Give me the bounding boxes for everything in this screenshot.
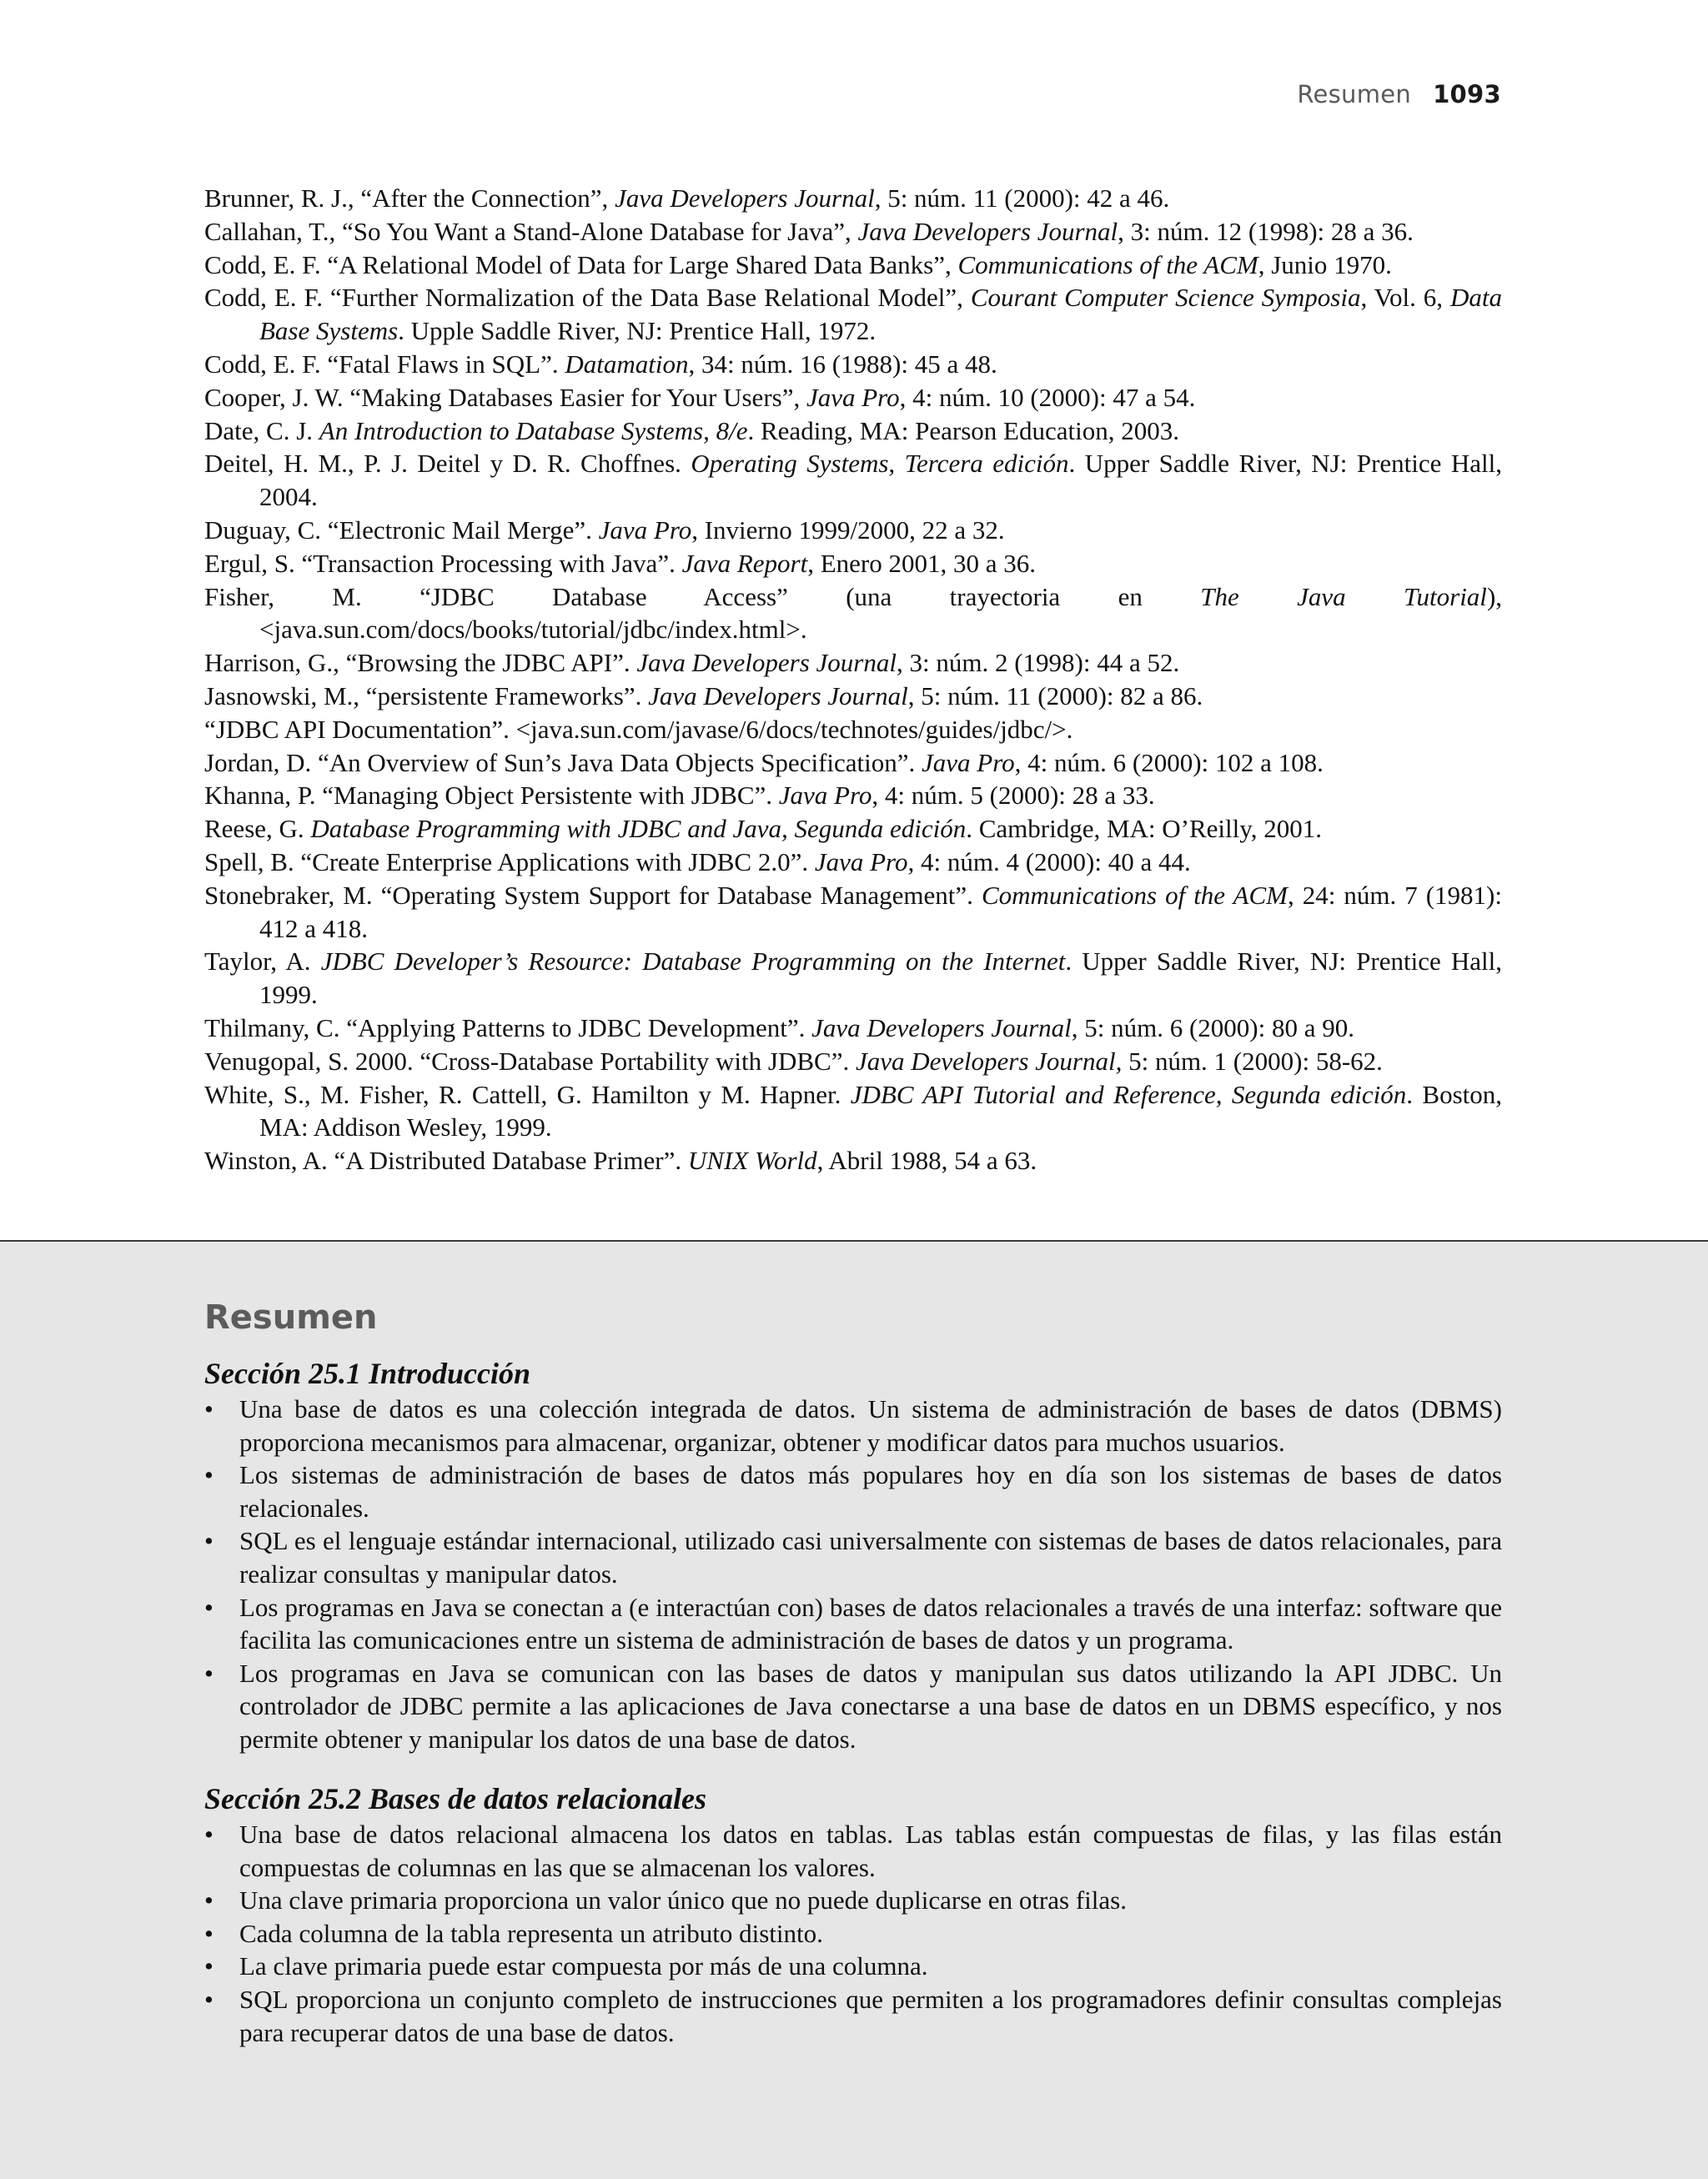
reference-entry [204,1078,1502,1145]
reference-entry [204,348,1502,381]
reference-text: Harrison, G., “Browsing the JDBC API”. [204,648,637,678]
summary-bullet: • SQL es el lenguaje estándar internacional, utilizado casi universalmente con sistemas de bases de datos relacionales, para realizar consultas y manipular datos. [204,1524,1502,1590]
reference-entry [204,713,1502,746]
reference-source: Data Base Systems [259,283,1502,346]
summary-bullet: • Los programas en Java se comunican con las bases de datos y manipulan sus datos utilizando la API JDBC. Un controlador de JDBC permite a las aplicaciones de Java conectarse a una base de datos en un DBMS específico, y nos permite obtener y manipular los datos de una base de datos. [204,1657,1502,1756]
reference-text: Thilmany, C. “Applying Patterns to JDBC Development”. [204,1012,812,1042]
reference-text: . Boston, MA: Addison Wesley, 1999. [259,1079,1503,1142]
reference-source: Java Developers Journal [636,648,897,678]
reference-entry [204,414,1502,448]
bullet-list [204,1818,1502,2049]
reference-text: Codd, E. F. “A Relational Model of Data for Large Shared Data Banks”, [204,249,958,279]
reference-text: Khanna, P. “Managing Object Persistente with JDBC”. [204,781,779,811]
reference-source: The Java Tutorial [1200,581,1487,611]
running-head [1297,80,1501,108]
reference-text: Cooper, J. W. “Making Databases Easier for Your Users”, [204,382,806,412]
bullet-list [204,1393,1502,1756]
reference-source: Communications of the ACM [981,880,1288,910]
reference-list [204,182,1502,1177]
section-title: Sección 25.1 Introducción [204,1357,531,1390]
summary-bullet: • Los sistemas de administración de bases de datos más populares hoy en día son los sistemas de bases de datos relacionales. [204,1459,1502,1524]
summary-title: Resumen [204,1298,378,1337]
reference-text: , 24: núm. 7 (1981): 412 a 418. [259,880,1502,943]
summary-bullet: • Cada columna de la tabla representa un atributo distinto. [204,1917,1502,1951]
reference-entry [204,746,1502,780]
reference-text: 4: núm. 4 (2000): 40 a 44. [914,846,1191,876]
reference-entry [204,1045,1502,1078]
reference-source: Datamation [565,349,689,379]
summary-bullet: • SQL proporciona un conjunto completo de instrucciones que permiten a los programadores definir consultas complejas para recuperar datos de una base de datos. [204,1983,1502,2049]
reference-entry [204,182,1502,215]
reference-entry [204,846,1502,879]
reference-source: Java Pro [598,515,692,545]
reference-text: . Reading, MA: Pearson Education, 2003. [747,415,1179,445]
reference-entry [204,381,1502,414]
page-number: 1093 [1433,80,1501,108]
summary-bullet: • La clave primaria puede estar compuesta por más de una columna. [204,1950,1502,1983]
reference-text: Fisher, M. “JDBC Database Access” (una trayectoria en [204,581,1201,611]
reference-text: , 5: núm. 11 (2000): 42 a 46. [874,183,1170,213]
reference-entry [204,779,1502,812]
reference-entry [204,945,1502,1012]
running-head-section: Resumen [1297,80,1412,108]
reference-text: , Abril 1988, 54 a 63. [816,1146,1037,1176]
reference-entry [204,879,1502,946]
reference-source: Java Developers Journal, [855,1046,1123,1076]
reference-text: Codd, E. F. “Fatal Flaws in SQL”. [204,349,565,379]
reference-text: . Cambridge, MA: O’Reilly, 2001. [966,814,1322,844]
reference-text: . Upper Saddle River, NJ: Prentice Hall, 1999. [259,946,1502,1010]
reference-text: Stonebraker, M. “Operating System Support for Database Management”. [204,880,982,910]
reference-text: . Upper Saddle River, NJ: Prentice Hall, 2004. [259,449,1502,512]
reference-text: White, S., M. Fisher, R. Cattell, G. Hamilton y M. Hapner. [204,1079,851,1109]
reference-source: Java Pro [922,747,1015,777]
reference-text: . Upple Saddle River, NJ: Prentice Hall, 1972. [398,316,877,346]
reference-text: , Invierno 1999/2000, 22 a 32. [691,515,1005,545]
reference-source: Communications of the ACM [957,249,1258,279]
reference-text: Codd, E. F. “Further Normalization of the Data Base Relational Model”, [204,283,971,313]
reference-source: An Introduction to Database Systems, 8/e [319,415,748,445]
summary-bullet: • Los programas en Java se conectan a (e interactúan con) bases de datos relacionales a través de una interfaz: software que facilita las comunicaciones entre un sistema de administración de bases de datos y un programa. [204,1591,1502,1657]
reference-entry [204,215,1502,249]
reference-text: , Junio 1970. [1258,249,1392,279]
reference-text: Reese, G. [204,814,311,844]
reference-text: , 5: núm. 6 (2000): 80 a 90. [1071,1012,1354,1042]
reference-text: Jasnowski, M., “persistente Frameworks”. [204,680,649,710]
reference-entry [204,680,1502,713]
reference-text: Date, C. J. [204,415,319,445]
reference-text: Venugopal, S. 2000. “Cross-Database Portability with JDBC”. [204,1046,856,1076]
reference-entry [204,547,1502,580]
summary-bullet: • Una clave primaria proporciona un valor único que no puede duplicarse en otras filas. [204,1884,1502,1917]
reference-text: , 4: núm. 6 (2000): 102 a 108. [1014,747,1324,777]
reference-source: Java Report [681,548,808,578]
reference-text: Callahan, T., “So You Want a Stand-Alone Database for Java”, [204,216,858,246]
reference-source: Java Pro, [814,846,915,876]
reference-source: Java Developers Journal [648,680,908,710]
reference-text: Ergul, S. “Transaction Processing with Java”. [204,548,682,578]
section-title: Sección 25.2 Bases de datos relacionales [204,1782,706,1815]
summary-box [0,1240,1708,2179]
reference-text: , 34: núm. 16 (1988): 45 a 48. [688,349,997,379]
reference-source: Java Developers Journal [857,216,1118,246]
reference-source: Java Pro [778,781,872,811]
reference-text: Jordan, D. “An Overview of Sun’s Java Data Objects Specification”. [204,747,922,777]
reference-text: Brunner, R. J., “After the Connection”, [204,183,615,213]
reference-text: “JDBC API Documentation”. <java.sun.com/javase/6/docs/technotes/guides/jdbc/>. [204,714,1073,744]
reference-text: , Enero 2001, 30 a 36. [807,548,1036,578]
reference-source: JDBC Developer’s Resource: Database Programming on the Internet [320,946,1066,977]
reference-text: ), <java.sun.com/docs/books/tutorial/jdbc/index.html>. [259,581,1503,645]
reference-source: Courant Computer Science Symposia [970,283,1361,313]
reference-text: 5: núm. 1 (2000): 58-62. [1122,1046,1383,1076]
reference-source: JDBC API Tutorial and Reference, Segunda edición [850,1079,1407,1109]
reference-source: Java Pro [806,382,900,412]
reference-text: , 5: núm. 11 (2000): 82 a 86. [907,680,1203,710]
reference-entry [204,249,1502,282]
reference-text: Winston, A. “A Distributed Database Primer”. [204,1146,688,1176]
reference-entry [204,1144,1502,1177]
summary-section-25-2 [204,1780,1502,2049]
reference-source: UNIX World [687,1146,817,1176]
reference-entry [204,447,1502,514]
reference-entry [204,580,1502,647]
reference-text: Taylor, A. [204,946,321,977]
reference-entry [204,812,1502,846]
reference-text: , 4: núm. 5 (2000): 28 a 33. [872,781,1155,811]
reference-text: Deitel, H. M., P. J. Deitel y D. R. Choffnes. [204,449,691,479]
summary-bullet: • Una base de datos relacional almacena los datos en tablas. Las tablas están compuestas de filas, y las filas están compuestas de columnas en las que se almacenan los valores. [204,1818,1502,1884]
reference-entry [204,646,1502,680]
reference-entry [204,514,1502,547]
reference-text: , 3: núm. 12 (1998): 28 a 36. [1118,216,1414,246]
reference-entry [204,281,1502,348]
reference-source: Database Programming with JDBC and Java, Segunda edición [310,814,967,844]
reference-entry [204,1012,1502,1045]
reference-source: Operating Systems, Tercera edición [691,449,1069,479]
summary-bullet: • Una base de datos es una colección integrada de datos. Un sistema de administración de bases de datos (DBMS) proporciona mecanismos para almacenar, organizar, obtener y modificar datos para muchos usuarios. [204,1393,1502,1459]
reference-text: Duguay, C. “Electronic Mail Merge”. [204,515,599,545]
reference-text: Spell, B. “Create Enterprise Applications with JDBC 2.0”. [204,846,815,876]
reference-source: Java Developers Journal [615,183,875,213]
reference-text: , Vol. 6, [1360,283,1450,313]
reference-text: , 4: núm. 10 (2000): 47 a 54. [899,382,1196,412]
summary-section-25-1 [204,1354,1502,1756]
reference-text: , 3: núm. 2 (1998): 44 a 52. [896,648,1180,678]
reference-source: Java Developers Journal [811,1012,1072,1042]
